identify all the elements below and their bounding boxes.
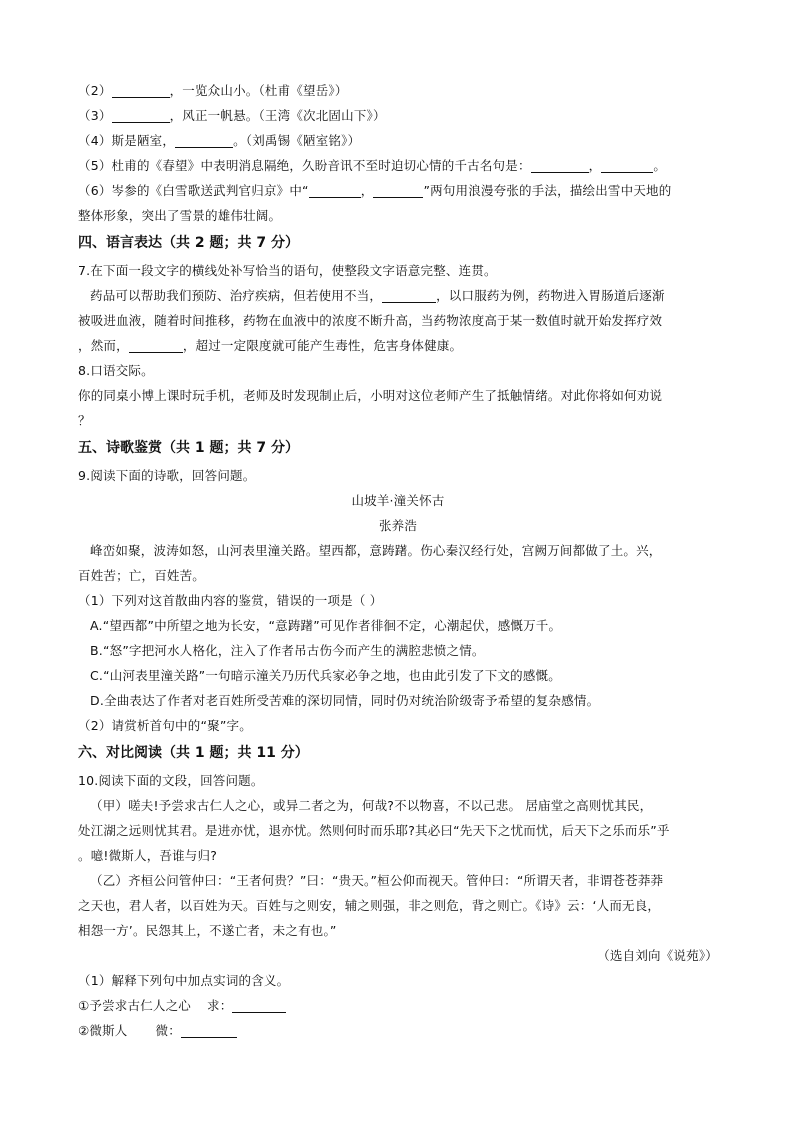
q3-text: ，风正一帆悬。（王湾《次北固山下》）	[169, 108, 386, 123]
q6-text-after: ”两句用浪漫夸张的手法，描绘出雪中天地的	[423, 183, 672, 198]
poem-title: 山坡羊·潼关怀古	[351, 493, 445, 508]
q5-period: 。	[653, 158, 667, 173]
fill-q5	[78, 153, 718, 178]
q9-prompt: 9.阅读下面的诗歌，回答问题。	[78, 468, 256, 483]
poem-line-1: 峰峦如聚，波涛如怒，山河表里潼关路。望西都，意踌躇。伤心秦汉经行处，宫阙万间都做了土。兴，	[90, 543, 662, 558]
q7-line3	[78, 333, 718, 358]
q2-blank[interactable]	[112, 82, 170, 98]
q9-option-a[interactable]: A.“望西都”中所望之地为长安，“意踌躇”可见作者徘徊不定，心潮起伏，感慨万千。	[90, 618, 562, 633]
q6-blank-2[interactable]	[373, 182, 423, 198]
q9-option-b[interactable]: B.“怒”字把河水人格化，注入了作者吊古伤今而产生的满腔悲愤之情。	[90, 643, 485, 658]
passage-jia-line-3: 。噫!微斯人，吾谁与归?	[78, 848, 218, 863]
q6-blank-1[interactable]	[309, 182, 361, 198]
q9-sub2: （2）请赏析首句中的“聚”字。	[78, 718, 252, 733]
q5-blank-2[interactable]	[601, 157, 653, 173]
q10-item-1	[78, 993, 718, 1018]
fill-q4	[78, 128, 718, 153]
q4-text-before: （4）斯是陋室，	[78, 133, 176, 148]
q10-item-1-blank[interactable]	[232, 997, 286, 1013]
passage-yi-line-3: 相怨一方’。民怨其上，不遂亡者，未之有也。”	[78, 923, 337, 938]
fill-q6	[78, 178, 718, 203]
q10-sub1: （1）解释下列句中加点实词的含义。	[78, 973, 290, 988]
q7-text-a: 药品可以帮助我们预防、治疗疾病，但若使用不当，	[90, 288, 383, 303]
q6-text-before: （6）岑参的《白雪歌送武判官归京》中“	[78, 183, 309, 198]
poem-author: 张养浩	[378, 518, 418, 533]
q9-option-c[interactable]: C.“山河表里潼关路”一句暗示潼关乃历代兵家必争之地，也由此引发了下文的感慨。	[90, 668, 561, 683]
q5-text-before: （5）杜甫的《春望》中表明消息隔绝，久盼音讯不至时迫切心情的千古名句是：	[78, 158, 531, 173]
section-6-title: 六、对比阅读（共 1 题；共 11 分）	[78, 745, 309, 761]
q8-prompt: 8.口语交际。	[78, 363, 154, 378]
exam-page	[78, 78, 718, 1043]
q8-line2: ？	[78, 413, 91, 428]
q4-text-after: 。（刘禹锡《陋室铭》）	[233, 133, 361, 148]
q9-option-d[interactable]: D.全曲表达了作者对老百姓所受苦难的深切同情，同时仍对统治阶级寄予希望的复杂感情。	[90, 693, 600, 708]
fill-q2	[78, 78, 718, 103]
q2-text: ，一览众山小。（杜甫《望岳》）	[169, 83, 348, 98]
q7-text-b: ，以口服药为例，药物进入胃肠道后逐渐	[436, 288, 665, 303]
passage-yi-line-2: 之天也，君人者，以百姓为天。百姓与之则安，辅之则强，非之则危，背之则亡。《诗》云：‘人而无良，	[78, 898, 661, 913]
q10-prompt: 10.阅读下面的文段，回答问题。	[78, 773, 264, 788]
q10-item-2-text: ②微斯人	[78, 1023, 128, 1038]
section-4-title: 四、语言表达（共 2 题；共 7 分）	[78, 235, 299, 251]
passage-source: （选自刘向《说苑》）	[597, 948, 718, 963]
q10-item-2-word: 微：	[155, 1023, 181, 1038]
q8-line1: 你的同桌小博上课时玩手机，老师及时发现制止后，小明对这位老师产生了抵触情绪。对此你将如何劝说	[78, 388, 663, 403]
passage-jia-line-1: （甲）嗟夫!予尝求古仁人之心，或异二者之为，何哉?不以物喜，不以己悲。 居庙堂之高则忧其民，	[90, 798, 653, 813]
q5-blank-1[interactable]	[531, 157, 589, 173]
fill-q3	[78, 103, 718, 128]
q4-blank[interactable]	[175, 132, 233, 148]
q7-line2: 被吸进血液，随着时间推移，药物在血液中的浓度不断升高，当药物浓度高于某一数值时就开始发挥疗效	[78, 313, 663, 328]
fill-q6-line2: 整体形象，突出了雪景的雄伟壮阔。	[78, 208, 282, 223]
q3-number: （3）	[78, 108, 112, 123]
q7-blank-1[interactable]	[382, 287, 436, 303]
q10-item-1-text: ①予尝求古仁人之心	[78, 998, 192, 1013]
q7-text-d: ，超过一定限度就可能产生毒性，危害身体健康。	[182, 338, 463, 353]
passage-jia-line-2: 处江湖之远则忧其君。是进亦忧，退亦忧。然则何时而乐耶?其必曰“先天下之忧而忧，后天下之乐而乐”乎	[78, 823, 670, 838]
q10-item-2-blank[interactable]	[181, 1022, 237, 1038]
q9-sub1: （1）下列对这首散曲内容的鉴赏，错误的一项是（ ）	[78, 593, 383, 608]
q10-item-2	[78, 1018, 718, 1043]
q3-blank[interactable]	[112, 107, 170, 123]
poem-line-2: 百姓苦；亡，百姓苦。	[78, 568, 206, 583]
q7-prompt: 7.在下面一段文字的横线处补写恰当的语句，使整段文字语意完整、连贯。	[78, 263, 497, 278]
q7-blank-2[interactable]	[129, 337, 183, 353]
q5-comma: ，	[588, 158, 602, 173]
q10-item-1-word: 求：	[207, 998, 233, 1013]
section-5-title: 五、诗歌鉴赏（共 1 题；共 7 分）	[78, 440, 299, 456]
q6-comma: ，	[360, 183, 374, 198]
q7-text-c: ，然而，	[78, 338, 129, 353]
q7-line1	[78, 283, 718, 308]
q2-number: （2）	[78, 83, 112, 98]
passage-yi-line-1: （乙）齐桓公问管仲曰：“王者何贵？”曰：“贵天。”桓公仰而视天。管仲曰：“所谓天者，非谓苍苍莽莽	[90, 873, 664, 888]
